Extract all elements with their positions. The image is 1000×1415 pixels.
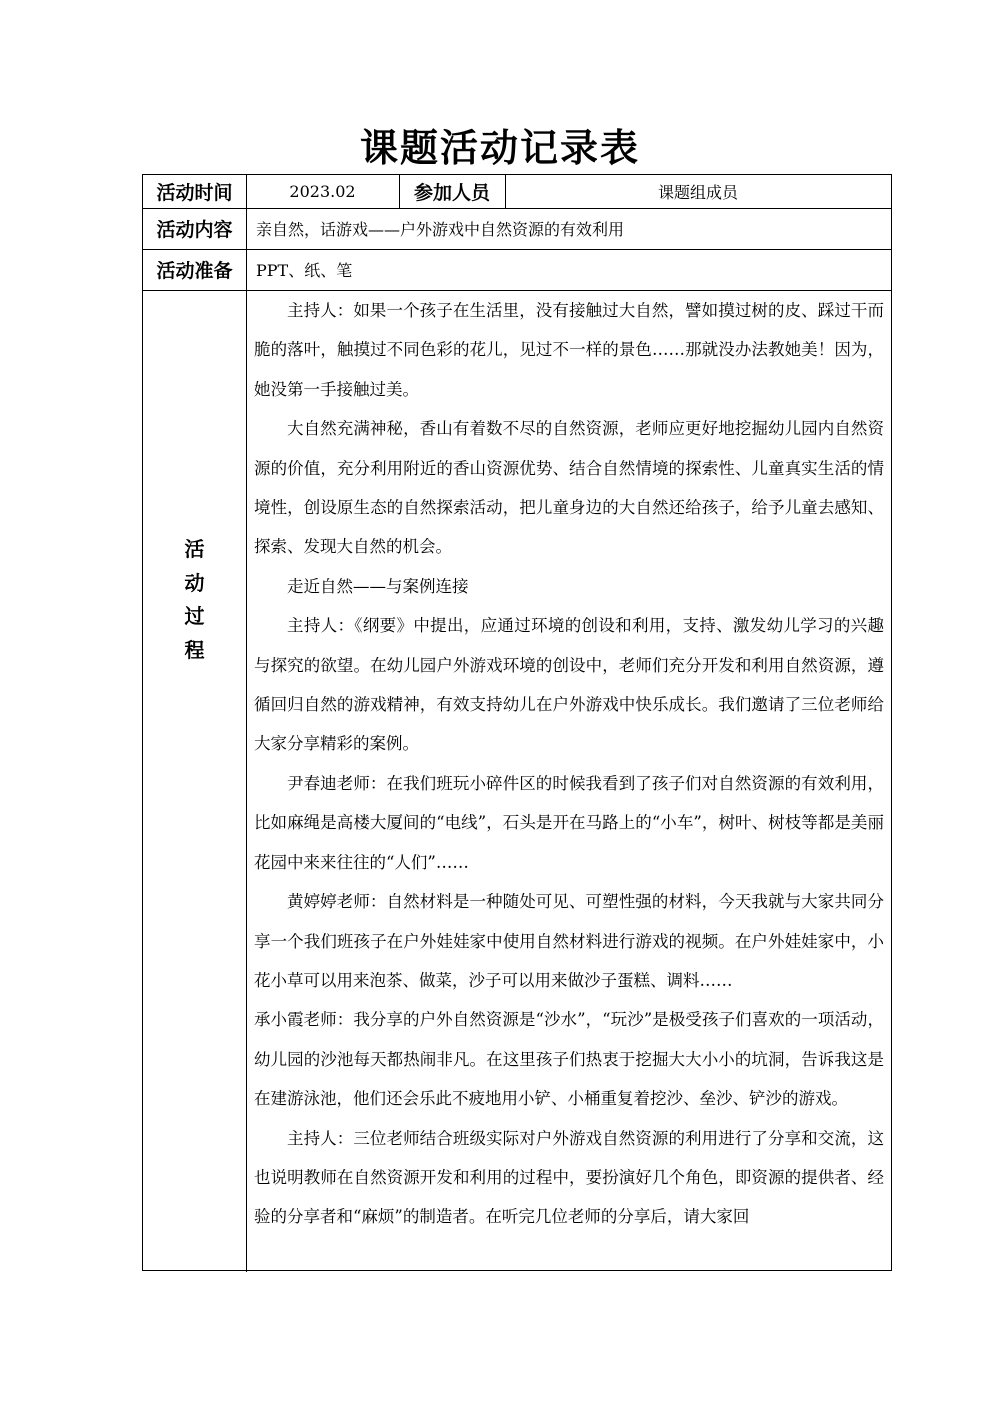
activity-prep-label: 活动准备 <box>156 260 233 282</box>
activity-time-label: 活动时间 <box>156 182 233 204</box>
activity-prep-value: PPT、纸、笔 <box>256 261 353 280</box>
page-title: 课题活动记录表 <box>359 126 640 170</box>
activity-content-value: 亲自然，话游戏——户外游戏中自然资源的有效利用 <box>256 220 625 239</box>
paragraph: 主持人：《纲要》中提出，应通过环境的创设和利用，支持、激发幼儿学习的兴趣与探究的欲望。在幼儿园户外游戏环境的创设中，老师们充分开发和利用自然资源，遵循回归自然的游戏精神，有效支持幼儿在户外游戏中快乐成长。我们邀请了三位老师给大家分享精彩的案例。 <box>254 616 884 754</box>
process-label-char: 活 <box>184 537 205 561</box>
activity-process-text <box>254 291 884 1237</box>
paragraph: 主持人：三位老师结合班级实际对户外游戏自然资源的利用进行了分享和交流，这也说明教师在自然资源开发和利用的过程中，要扮演好几个角色，即资源的提供者、经验的分享者和“麻烦”的制造者。在听完几位老师的分享后，请大家回 <box>254 1128 884 1227</box>
activity-content-label: 活动内容 <box>156 219 233 241</box>
process-label-char: 程 <box>184 637 205 662</box>
process-label-char: 动 <box>184 570 205 595</box>
paragraph: 尹春迪老师：在我们班玩小碎件区的时候我看到了孩子们对自然资源的有效利用，比如麻绳是高楼大厦间的“电线”，石头是开在马路上的“小车”，树叶、树枝等都是美丽花园中来来往往的“人们”…… <box>254 773 884 872</box>
paragraph: 大自然充满神秘，香山有着数不尽的自然资源，老师应更好地挖掘幼儿园内自然资源的价值，充分利用附近的香山资源优势、结合自然情境的探索性、儿童真实生活的情境性，创设原生态的自然探索活动，把儿童身边的大自然还给孩子，给予儿童去感知、探索、发现大自然的机会。 <box>254 419 884 557</box>
section-heading: 走近自然——与案例连接 <box>287 576 469 596</box>
paragraph: 黄婷婷老师：自然材料是一种随处可见、可塑性强的材料，今天我就与大家共同分享一个我们班孩子在户外娃娃家中使用自然材料进行游戏的视频。在户外娃娃家中，小花小草可以用来泡茶、做菜，沙子可以用来做沙子蛋糕、调料…… <box>254 892 884 990</box>
record-table <box>142 174 892 1271</box>
paragraph: 主持人：如果一个孩子在生活里，没有接触过大自然，譬如摸过树的皮、踩过干而脆的落叶，触摸过不同色彩的花儿，见过不一样的景色……那就没办法教她美！因为，她没第一手接触过美。 <box>254 301 884 399</box>
activity-time-value: 2023.02 <box>289 182 356 201</box>
process-label-char: 过 <box>184 604 205 628</box>
participants-label: 参加人员 <box>413 182 490 204</box>
activity-process-label <box>143 533 246 667</box>
column-divider <box>246 175 247 1272</box>
participants-value: 课题组成员 <box>657 183 738 202</box>
paragraph: 承小霞老师：我分享的户外自然资源是“沙水”，“玩沙”是极受孩子们喜欢的一项活动，幼儿园的沙池每天都热闹非凡。在这里孩子们热衷于挖掘大大小小的坑洞，告诉我这是在建游泳池，他们还会乐此不疲地用小铲、小桶重复着挖沙、垒沙、铲沙的游戏。 <box>254 1010 884 1109</box>
